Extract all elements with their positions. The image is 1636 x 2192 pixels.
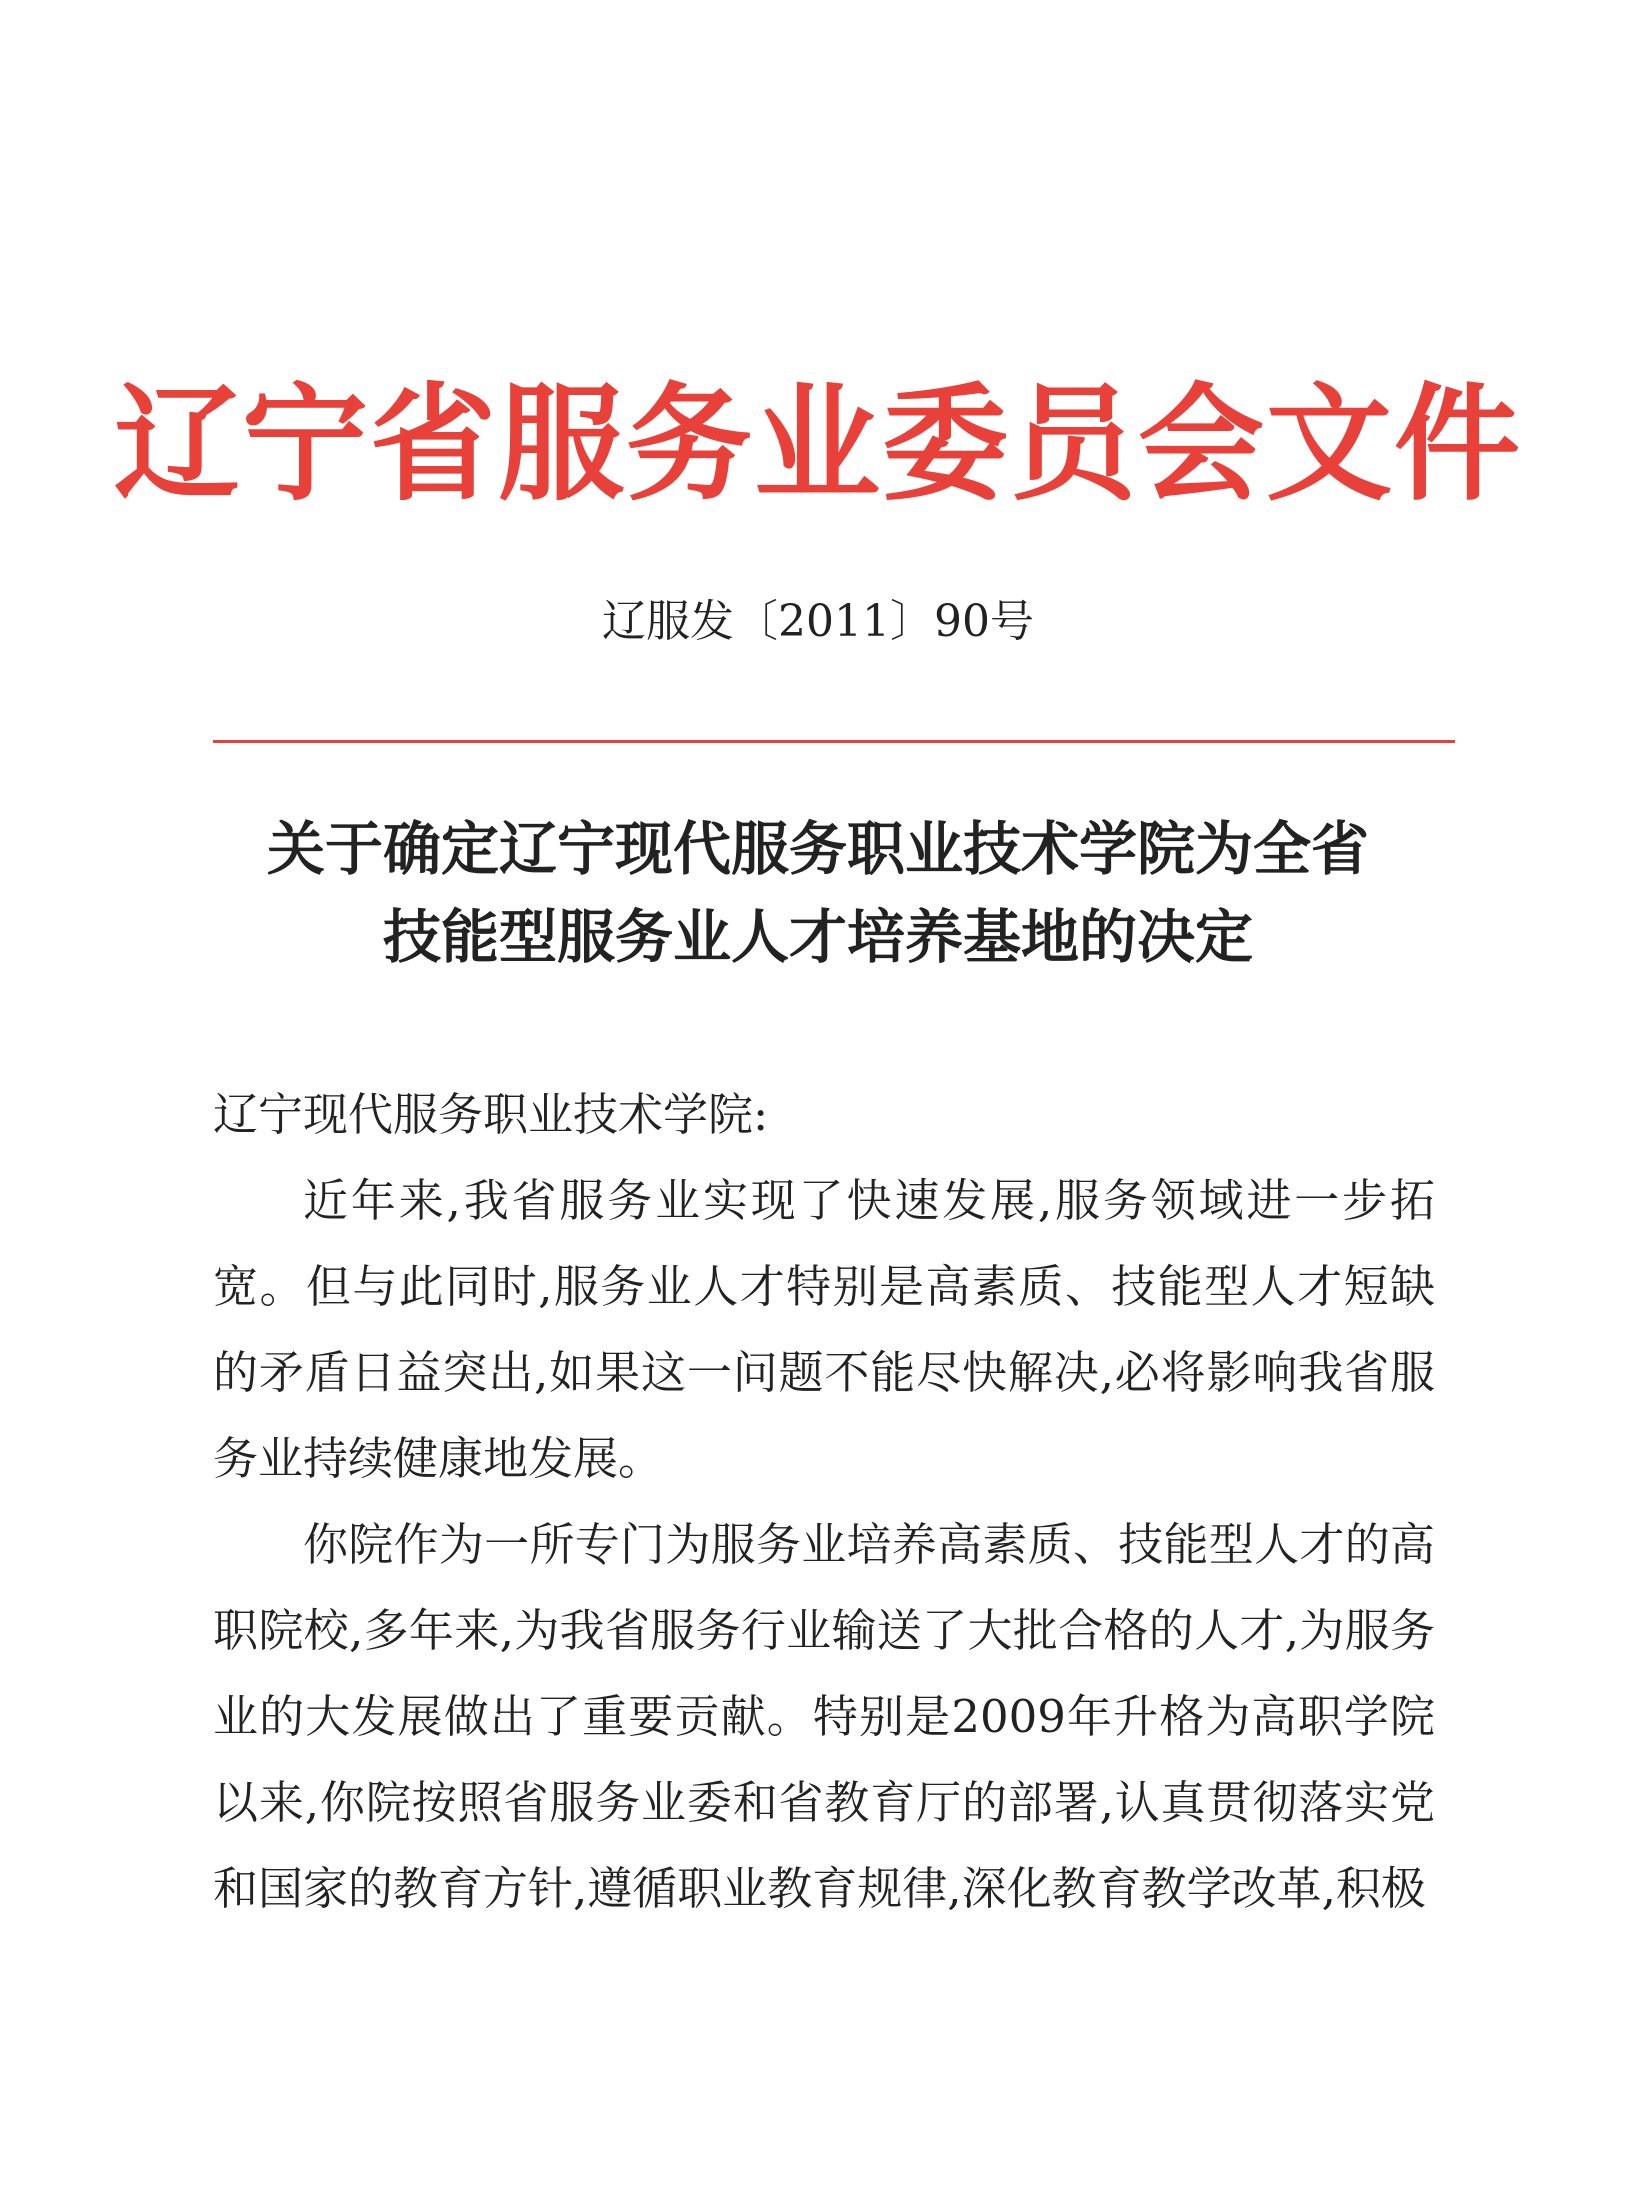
title-line-2: 技能型服务业人才培养基地的决定 [382, 903, 1253, 971]
title-line-1: 关于确定辽宁现代服务职业技术学院为全省 [266, 815, 1369, 883]
masthead-title: 辽宁省服务业委员会文件 [114, 371, 1522, 518]
body-paragraph-1: 近年来,我省服务业实现了快速发展,服务领域进一步拓宽。但与此同时,服务业人才特别是高素质、技能型人才短缺的矛盾日益突出,如果这一问题不能尽快解决,必将影响我省服务业持续健康地发展。 [213, 1174, 1435, 1485]
document-number: 辽服发〔2011〕90号 [602, 596, 1034, 647]
body-paragraph-2: 你院作为一所专门为服务业培养高素质、技能型人才的高职院校,多年来,为我省服务行业输送了大批合格的人才,为服务业的大发展做出了重要贡献。特别是2009年升格为高职学院以来,你院按照省服务业委和省教育厅的部署,认真贯彻落实党和国家的教育方针,遵循职业教育规律,深化教育教学改革,积极 [213, 1518, 1435, 1915]
red-divider-rule [213, 740, 1455, 743]
document-title [0, 805, 1636, 981]
addressee: 辽宁现代服务职业技术学院: [213, 1088, 769, 1141]
